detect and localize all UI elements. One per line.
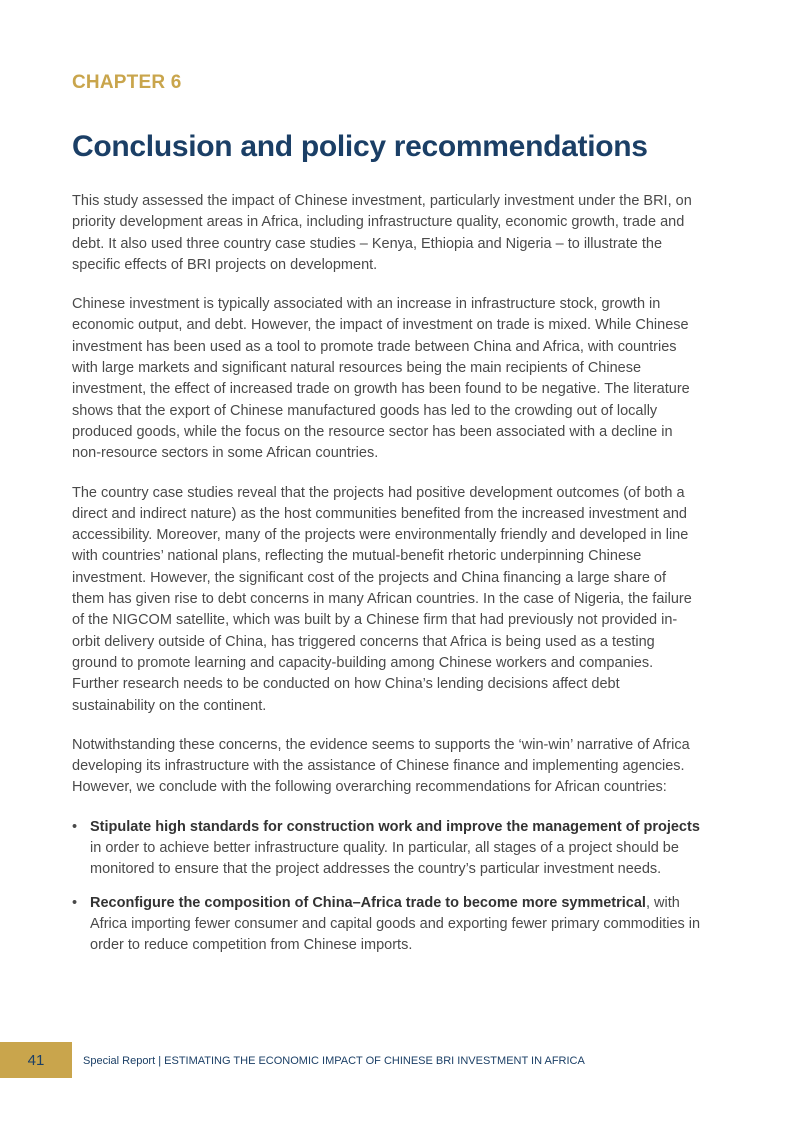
- page-title: Conclusion and policy recommendations: [72, 130, 648, 163]
- paragraph-intro: This study assessed the impact of Chinese investment, particularly investment under the BRI, on priority development areas in Africa, including infrastructure quality, economic growth, trade and debt. It also used three country case studies – Kenya, Ethiopia and Nigeria – to illustrate the specific effects of BRI projects on development.: [72, 193, 692, 273]
- page-number-box: [0, 1042, 72, 1078]
- footer-running-title: [83, 1055, 585, 1067]
- list-item: [72, 817, 702, 881]
- list-item: [72, 893, 702, 957]
- bullet-marker: •: [72, 818, 78, 835]
- paragraph-recommendations-intro: Notwithstanding these concerns, the evidence seems to supports the ‘win-win’ narrative of Africa developing its infrastructure with the assistance of Chinese finance and implementing agencies. However, we conclude with the following overarching recommendations for African countries:: [72, 736, 690, 796]
- footer-report-type: Special Report: [83, 1055, 156, 1067]
- recommendations-list: [72, 817, 702, 957]
- chapter-label: CHAPTER 6: [72, 72, 182, 93]
- bullet-text: in order to achieve better infrastructure quality. In particular, all stages of a project should be monitored to ensure that the project addresses the country’s particular investment needs.: [90, 840, 679, 878]
- paragraph-case-studies: The country case studies reveal that the projects had positive development outcomes (of both a direct and indirect nature) as the host communities benefited from the increased investment and accessibility. Moreover, many of the projects were environmentally friendly and developed in line with countries’ national plans, reflecting the mutual-benefit rhetoric underpinning Chinese investment. However, the significant cost of the projects and China financing a large share of them has given rise to debt concerns in many African countries. In the case of Nigeria, the failure of the NIGCOM satellite, which was built by a Chinese firm that had previously not provided in-orbit delivery outside of China, has triggered concerns that Africa is being used as a testing ground to promote learning and capacity-building among Chinese workers and companies. Further research needs to be conducted on how China’s lending decisions affect debt sustainability on the continent.: [72, 484, 692, 714]
- bullet-text: , with Africa importing fewer consumer and capital goods and exporting fewer primary commodities in order to reduce competition from Chinese imports.: [90, 894, 701, 954]
- footer-separator: |: [158, 1055, 162, 1067]
- body-content: [72, 191, 702, 969]
- bullet-bold-text: Stipulate high standards for construction work and improve the management of projects: [90, 818, 700, 835]
- footer-report-title: ESTIMATING THE ECONOMIC IMPACT OF CHINESE BRI INVESTMENT IN AFRICA: [164, 1055, 585, 1067]
- paragraph-investment-effects: Chinese investment is typically associated with an increase in infrastructure stock, growth in economic output, and debt. However, the impact of investment on trade is mixed. While Chinese investment has been used as a tool to promote trade between China and Africa, with countries with large markets and significant natural resources being the main recipients of Chinese investment, the effect of increased trade on growth has been found to be negative. The literature shows that the export of Chinese manufactured goods has led to the crowding out of locally produced goods, while the focus on the resource sector has been associated with a decline in non-resource sectors in some African countries.: [72, 296, 690, 462]
- bullet-bold-text: Reconfigure the composition of China–Africa trade to become more symmetrical: [90, 894, 646, 911]
- page-number: 41: [27, 1051, 45, 1069]
- bullet-marker: •: [72, 894, 78, 911]
